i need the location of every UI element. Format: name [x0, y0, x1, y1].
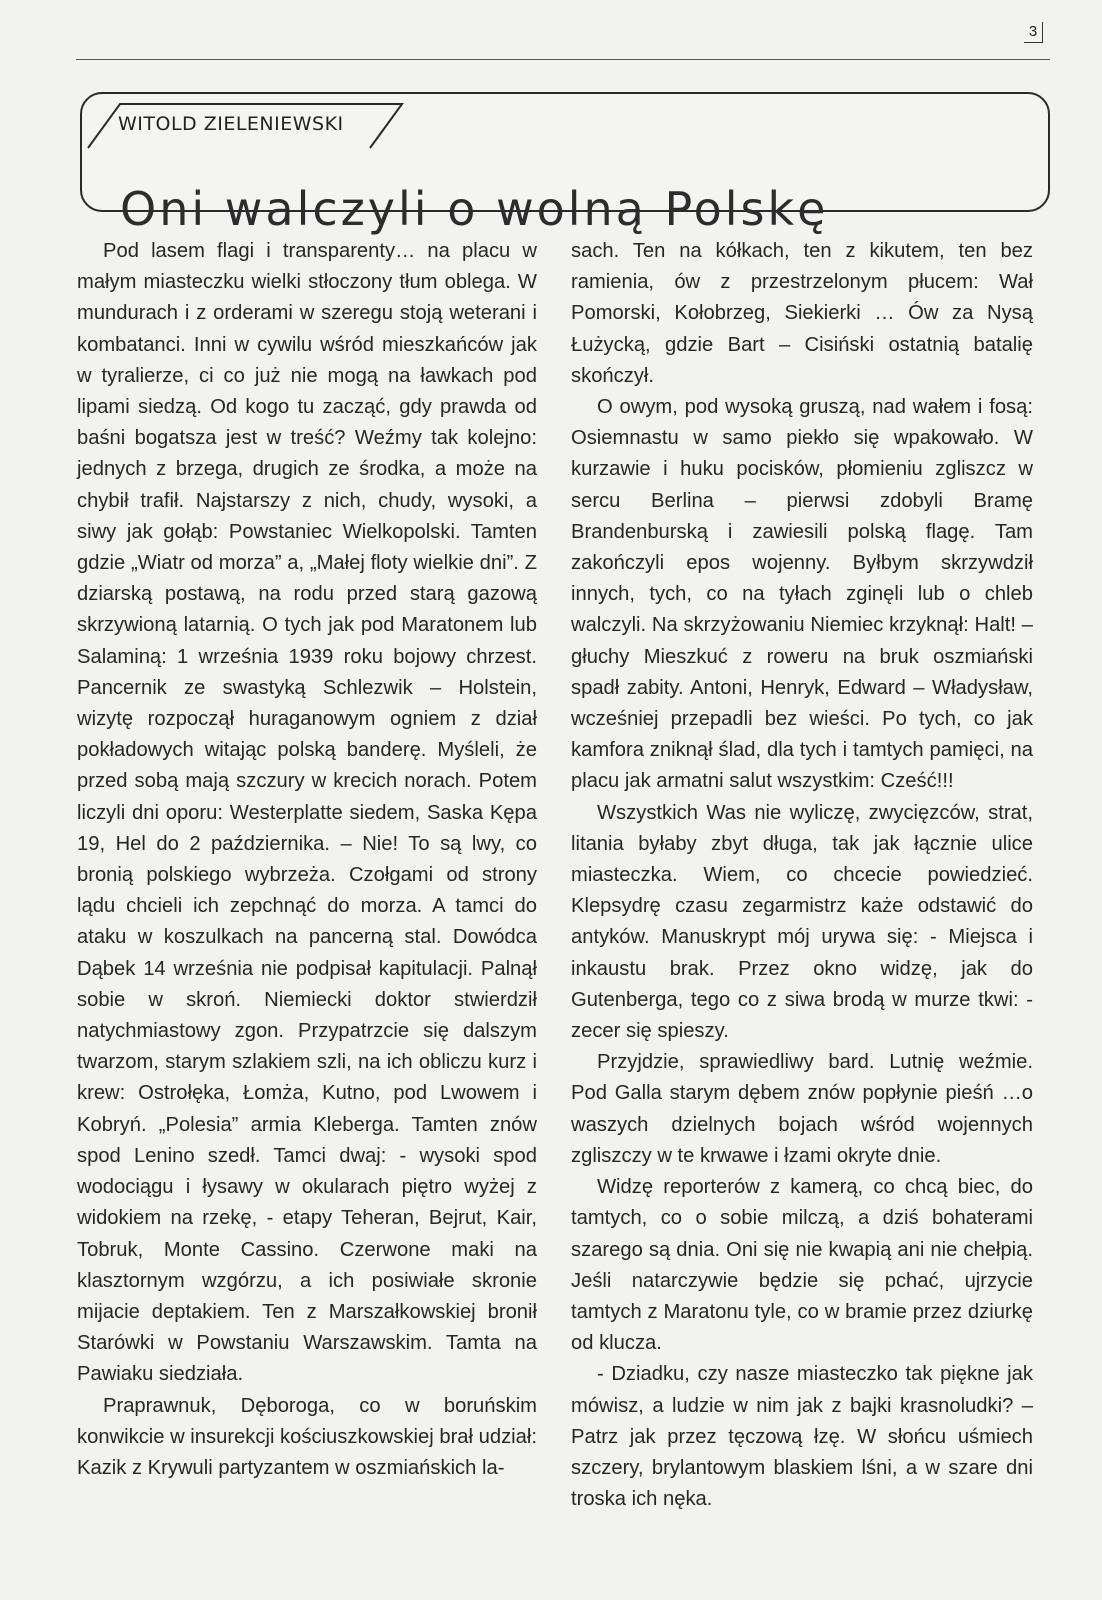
left-column [77, 236, 537, 1484]
paragraph: Praprawnuk, Dęboroga, co w boruńskim konwikcie w insurekcji kościuszkowskiej brał udział: Kazik z Krywuli partyzantem w oszmiańskich la- [77, 1394, 537, 1479]
paragraph: Wszystkich Was nie wyliczę, zwycięzców, strat, litania byłaby zbyt długa, tak jak łącznie ulice miasteczka. Wiem, co chcecie powiedzieć. Klepsydrę czasu zegarmistrz każe odstawić do antyków. Manuskrypt mój urywa się: - Miejsca i inkaustu brak. Przez okno widzę, jak do Gutenberga, tego co z siwa brodą w murze tkwi: - zecer się spieszy. [571, 801, 1033, 1043]
paragraph: Przyjdzie, sprawiedliwy bard. Lutnię weźmie. Pod Galla starym dębem znów popłynie pieśń …o waszych dzielnych bojach wśród wojennych zgliszczy w te krwawe i łzami okryte dnie. [571, 1051, 1033, 1167]
paragraph-continuation: sach. Ten na kółkach, ten z kikutem, ten bez ramienia, ów z przestrzelonym płucem: Wał Pomorski, Kołobrzeg, Siekierki … Ów za Nysą Łużycką, gdzie Bart – Cisiński ostatnią batalię skończył. [571, 240, 1033, 387]
article-title: Oni walczyli o wolną Polskę [120, 181, 829, 236]
paragraph: Widzę reporterów z kamerą, co chcą biec, do tamtych, co o sobie milczą, a dziś bohaterami szarego są dnia. Oni się nie kwapią ani nie chełpią. Jeśli natarczywie będzie się pchać, ujrzycie tamtych z Maratonu tyle, co w bramie przez dziurkę od klucza. [571, 1176, 1033, 1355]
paragraph: - Dziadku, czy nasze miasteczko tak piękne jak mówisz, a ludzie w nim jak z bajki krasnoludki? – Patrz jak przez tęczową łzę. W słońcu uśmiech szczery, brylantowym blaskiem lśni, a w szare dni troska ich nęka. [571, 1363, 1033, 1511]
header-rule [76, 59, 1050, 60]
right-column [571, 236, 1033, 1515]
page-number: 3 [1024, 22, 1043, 43]
author-name: WITOLD ZIELENIEWSKI [118, 113, 344, 135]
paragraph: Pod lasem flagi i transparenty… na placu w małym miasteczku wielki stłoczony tłum oblega. W mundurach i z orderami w szeregu stoją weterani i kombatanci. Inni w cywilu wśród mieszkańców jak w tyralierze, ci co już nie mogą na ławkach pod lipami siedzą. Od kogo tu zacząć, gdy prawda od baśni bogatsza jest w treść? Weźmy tak kolejno: jednych z brzega, drugich ze środka, a może na chybił trafił. Najstarszy z nich, chudy, wysoki, a siwy jak gołąb: Powstaniec Wielkopolski. Tamten gdzie „Wiatr od morza” a, „Małej floty wielkie dni”. Z dziarską postawą, na rodu przed starą gazową skrzywioną latarnią. O tych jak pod Maratonem lub Salaminą: 1 września 1939 roku bojowy chrzest. Pancernik ze swastyką Schlezwik – Holstein, wizytę rozpoczął huraganowym ogniem z dział pokładowych witając polską banderę. Myśleli, że przed sobą mają szczury w krecich norach. Potem liczyli dni oporu: Westerplatte siedem, Saska Kępa 19, Hel do 2 października. – Nie! To są lwy, co bronią polskiego wybrzeża. Czołgami od strony lądu chcieli ich zepchnąć do morza. A tamci do ataku w koszulkach na pancerną stal. Dowódca Dąbek 14 września nie podpisał kapitulacji. Palnął sobie w skroń. Niemiecki doktor stwierdził natychmiastowy zgon. Przypatrzcie się dalszym twarzom, starym szlakiem szli, na ich obliczu kurz i krew: Ostrołęka, Łomża, Kutno, pod Lwowem i Kobryń. „Polesia” armia Kleberga. Tamten znów spod Lenino szedł. Tamci dwaj: - wysoki spod wodociągu i łysawy w okularach piętro wyżej z widokiem na rzekę, - etapy Teheran, Bejrut, Kair, Tobruk, Monte Cassino. Czerwone maki na klasztornym wzgórzu, a ich posiwiałe skronie mijacie deptakiem. Ten z Marszałkowskiej bronił Starówki w Powstaniu Warszawskim. Tamta na Pawiaku siedziała. [77, 240, 537, 1386]
paragraph: O owym, pod wysoką gruszą, nad wałem i fosą: Osiemnastu w samo piekło się wpakowało. W kurzawie i huku pocisków, płomieniu zgliszcz w sercu Berlina – pierwsi zdobyli Bramę Brandenburską i zawiesili polską flagę. Tam zakończyli epos wojenny. Byłbym skrzywdził innych, tych, co na tyłach zginęli lub o chleb walczyli. Na skrzyżowaniu Niemiec krzyknął: Halt! – głuchy Mieszkuć z roweru na bruk oszmiański spadł zabity. Antoni, Henryk, Edward – Władysław, wcześniej przepadli bez wieści. Po tych, co jak kamfora zniknął ślad, dla tych i tamtych pamięci, na placu jak armatni salut wszystkim: Cześć!!! [571, 396, 1033, 793]
